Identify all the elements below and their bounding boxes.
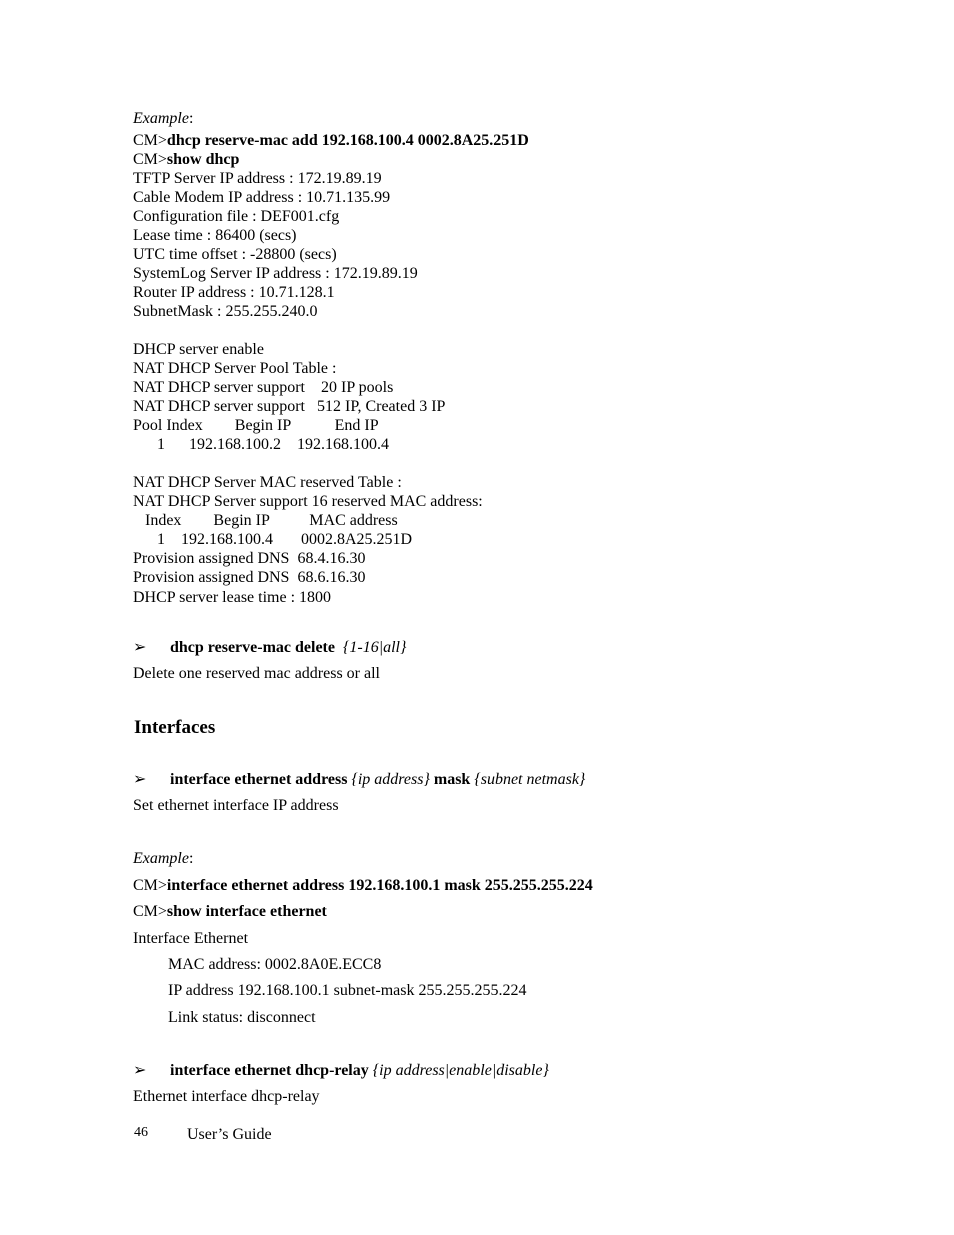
output-line: Provision assigned DNS 68.6.16.30 — [133, 569, 366, 586]
command-args: {1-16|all} — [342, 639, 407, 656]
command-line — [133, 150, 239, 169]
prompt: CM> — [133, 903, 167, 920]
output-line: TFTP Server IP address : 172.19.89.19 — [133, 170, 382, 187]
command-description: Ethernet interface dhcp-relay — [133, 1088, 320, 1105]
example-colon: : — [188, 110, 194, 127]
command-text: show interface ethernet — [166, 903, 327, 920]
command-args: {ip address} — [351, 771, 430, 788]
command-args: {ip address|enable|disable} — [372, 1062, 549, 1079]
output-line: SubnetMask : 255.255.240.0 — [133, 303, 318, 320]
output-line: NAT DHCP server support 20 IP pools — [133, 379, 394, 396]
command-description: Set ethernet interface IP address — [133, 797, 339, 814]
output-line: Configuration file : DEF001.cfg — [133, 208, 340, 225]
arrow-bullet-icon: ➢ — [133, 1062, 147, 1079]
output-line: MAC address: 0002.8A0E.ECC8 — [168, 956, 382, 973]
output-line: Cable Modem IP address : 10.71.135.99 — [133, 189, 391, 206]
output-line: Pool Index Begin IP End IP — [133, 417, 379, 434]
output-line: Index Begin IP MAC address — [133, 512, 398, 529]
command-line — [133, 902, 327, 921]
prompt: CM> — [133, 132, 167, 149]
arrow-bullet-icon: ➢ — [133, 771, 147, 788]
output-line: Router IP address : 10.71.128.1 — [133, 284, 335, 301]
output-line: SystemLog Server IP address : 172.19.89.19 — [133, 265, 418, 282]
command-text: dhcp reserve-mac delete — [170, 639, 335, 656]
output-line: 1 192.168.100.4 0002.8A25.251D — [133, 531, 413, 548]
section-heading: Interfaces — [134, 717, 216, 738]
output-line: NAT DHCP Server Pool Table : — [133, 360, 337, 377]
output-line: NAT DHCP Server MAC reserved Table : — [133, 474, 402, 491]
output-line: NAT DHCP Server support 16 reserved MAC address: — [133, 493, 483, 510]
command-line — [133, 131, 529, 150]
example-label-text: Example — [133, 110, 189, 127]
command-description: Delete one reserved mac address or all — [133, 665, 380, 682]
command-text: show dhcp — [166, 151, 240, 168]
prompt: CM> — [133, 877, 167, 894]
output-line: NAT DHCP server support 512 IP, Created 3 IP — [133, 398, 446, 415]
output-line: DHCP server enable — [133, 341, 264, 358]
command-text: mask — [429, 771, 475, 788]
output-line: Lease time : 86400 (secs) — [133, 227, 297, 244]
command-heading — [133, 638, 406, 657]
example-colon: : — [188, 850, 194, 867]
command-text: dhcp reserve-mac add 192.168.100.4 0002.8A25.251D — [166, 132, 529, 149]
output-line: DHCP server lease time : 1800 — [133, 589, 332, 606]
output-line: IP address 192.168.100.1 subnet-mask 255.255.255.224 — [168, 982, 527, 999]
command-text: interface ethernet address 192.168.100.1 mask 255.255.255.224 — [166, 877, 593, 894]
page-number: 46 — [134, 1125, 148, 1140]
output-line: Interface Ethernet — [133, 930, 249, 947]
command-line — [133, 876, 593, 895]
command-text: interface ethernet address — [170, 771, 352, 788]
command-args: {subnet netmask} — [474, 771, 586, 788]
command-heading — [133, 770, 585, 789]
example-label — [133, 109, 193, 128]
command-text: interface ethernet dhcp-relay — [170, 1062, 373, 1079]
example-label — [133, 849, 193, 868]
output-line: Provision assigned DNS 68.4.16.30 — [133, 550, 366, 567]
footer-title: User’s Guide — [187, 1126, 272, 1143]
output-line: UTC time offset : -28800 (secs) — [133, 246, 337, 263]
output-line: 1 192.168.100.2 192.168.100.4 — [133, 436, 389, 453]
example-label-text: Example — [133, 850, 189, 867]
arrow-bullet-icon: ➢ — [133, 639, 147, 656]
output-line: Link status: disconnect — [168, 1009, 316, 1026]
command-heading — [133, 1061, 549, 1080]
prompt: CM> — [133, 151, 167, 168]
